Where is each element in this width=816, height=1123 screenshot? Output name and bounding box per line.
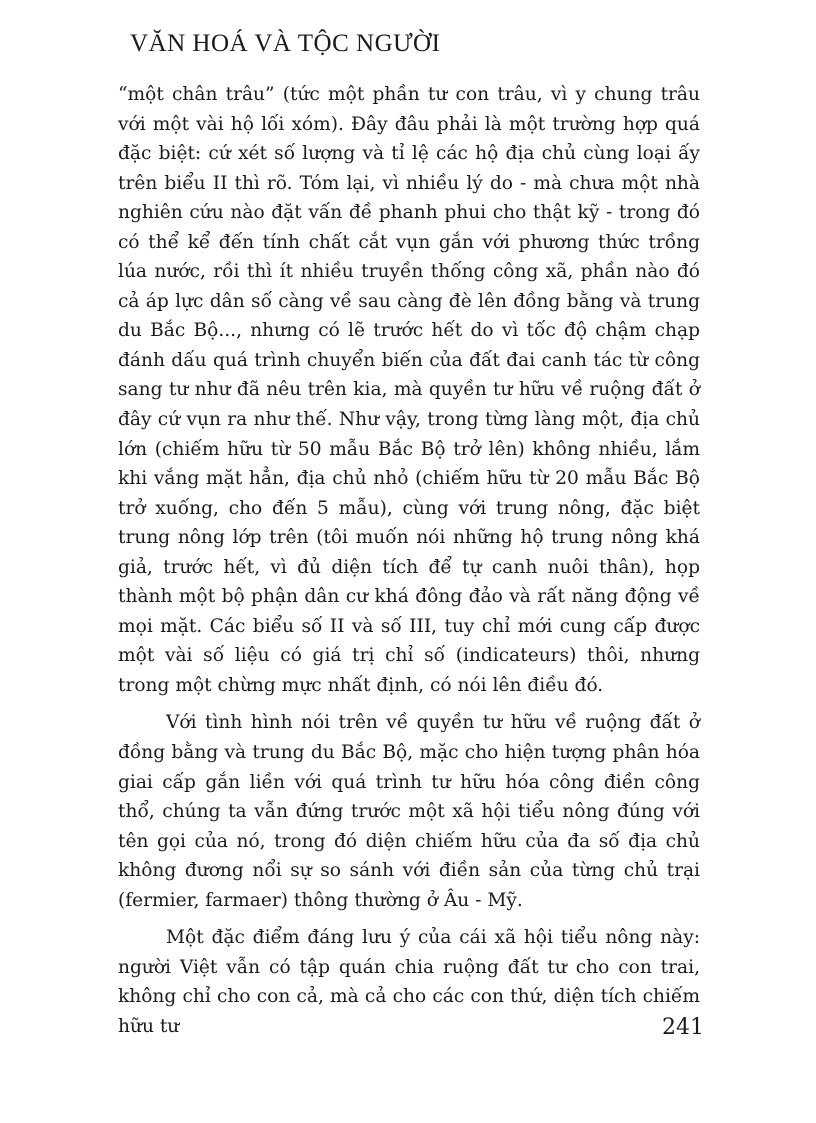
paragraph: Với tình hình nói trên về quyền tư hữu về ruộng đất ở đồng bằng và trung du Bắc Bộ, mặc cho hiện tượng phân hóa giai cấp gắn liền với quá trình tư hữu hóa công điền công thổ, chúng ta vẫn đứng trước một xã hội tiểu nông đúng với tên gọi của nó, trong đó diện chiếm hữu của đa số địa chủ không đương nổi sự so sánh với điền sản của từng chủ trại (fermier, farmaer) thông thường ở Âu - Mỹ.: [118, 712, 700, 911]
paragraph: Một đặc điểm đáng lưu ý của cái xã hội tiểu nông này: người Việt vẫn có tập quán chia ruộng đất tư cho con trai, không chỉ cho con cả, mà cả cho các con thứ, diện tích chiếm hữu tư: [118, 927, 700, 1037]
running-header: VĂN HOÁ VÀ TỘC NGƯỜI: [130, 30, 441, 57]
paragraph-continued: “một chân trâu” (tức một phần tư con trâu, vì y chung trâu với một vài hộ lối xóm). Đây đâu phải là một trường hợp quá đặc biệt: cứ xét số lượng và tỉ lệ các hộ địa chủ cùng loại ấy trên biểu II thì rõ. Tóm lại, vì nhiều lý do - mà chưa một nhà nghiên cứu nào đặt vấn đề phanh phui cho thật kỹ - trong đó có thể kể đến tính chất cắt vụn gắn với phương thức trồng lúa nước, rồi thì ít nhiều truyền thống công xã, phần nào đó cả áp lực dân số càng về sau càng đè lên đồng bằng và trung du Bắc Bộ..., nhưng có lẽ trước hết do vì tốc độ chậm chạp đánh dấu quá trình chuyển biến của đất đai canh tác từ công sang tư như đã nêu trên kia, mà quyền tư hữu về ruộng đất ở đây cứ vụn ra như thế. Như vậy, trong từng làng một, địa chủ lớn (chiếm hữu từ 50 mẫu Bắc Bộ trở lên) không nhiều, lắm khi vắng mặt hẳn, địa chủ nhỏ (chiếm hữu từ 20 mẫu Bắc Bộ trở xuống, cho đến 5 mẫu), cùng với trung nông, đặc biệt trung nông lớp trên (tôi muốn nói những hộ trung nông khá giả, trước hết, vì đủ diện tích để tự canh nuôi thân), họp thành một bộ phận dân cư khá đông đảo và rất năng động về mọi mặt. Các biểu số II và số III, tuy chỉ mới cung cấp được một vài số liệu có giá trị chỉ số (indicateurs) thôi, nhưng trong một chừng mực nhất định, có nói lên điều đó.: [118, 84, 700, 696]
page-number: 241: [662, 1015, 704, 1040]
body-text: [118, 80, 700, 1042]
